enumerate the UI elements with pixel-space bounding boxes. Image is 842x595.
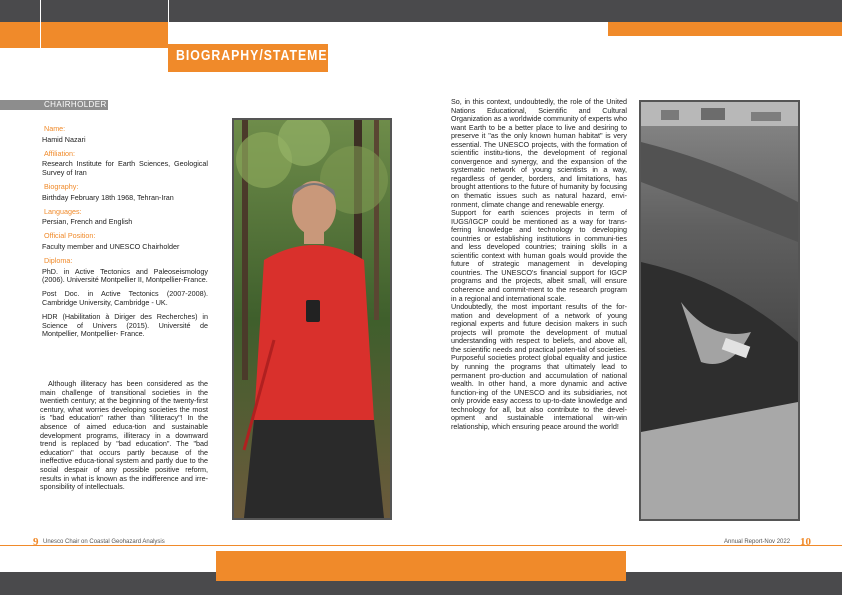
- diploma-item: Post Doc. in Active Tectonics (2007-2008). Cambridge University, Cambridge - UK.: [42, 289, 208, 307]
- footer-rule: [0, 545, 842, 546]
- statement-paragraph: Support for earth sciences projects in term of IUGS/IGCP could be mentioned as a way for trans-ferring knowledge and technology to developing countries or establishing institutions in communi-ties and less developed countries; training skills in a scientific context with human goals would provide the future of strategic management in developing countries. The UNESCO's financial support for IGCP programs and the projects, albeit small, will ensure coherence and commit-ment to the research program in a regional and international scale.: [451, 208, 627, 303]
- page-number-right: 10: [800, 536, 811, 548]
- header-accent-right: [608, 22, 842, 36]
- position-label: Official Position:: [44, 231, 96, 241]
- affiliation-label: Affiliation:: [44, 148, 76, 158]
- footer-report: Annual Report-Nov 2022: [724, 539, 791, 545]
- page-title: BIOGRAPHY/STATEMENT: [176, 47, 346, 64]
- name-value: Hamid Nazari: [42, 134, 86, 144]
- header-accent-left: [0, 22, 168, 48]
- affiliation-value: Research Institute for Earth Sciences, Geological Survey of Iran: [42, 159, 208, 178]
- header-bar: [0, 0, 842, 22]
- page-number-left: 9: [33, 536, 39, 548]
- position-value: Faculty member and UNESCO Chairholder: [42, 241, 180, 251]
- divider: [40, 0, 41, 48]
- tsunami-image: [641, 102, 798, 519]
- profile-info: [40, 125, 208, 344]
- biography-value: Birthday February 18th 1968, Tehran-Iran: [42, 192, 174, 202]
- name-label: Name:: [44, 124, 66, 133]
- biography-label: Biography:: [44, 181, 79, 191]
- footer-publication: Unesco Chair on Coastal Geohazard Analysis: [43, 539, 165, 545]
- languages-label: Languages:: [44, 206, 82, 216]
- statement-paragraph: Undoubtedly, the most important results of the for-mation and development of a network of young regional experts and future decision makers in such projects will promote the development of mutual understanding with respect to beliefs, and above all, the scientific needs and practical poten-tial of societies. Purposeful societies protect global equality and justice by running the programs that ultimately lead to permanent pro-duction and accumulation of national wealth. In other hand, a more dynamic and active function-ing of the UNESCO and its subsidiaries, not only provide easy access to up-to-date knowledge and technology for all, but also contribute to the devel-opment and sustainable international win-win relationship, which ensuring peace around the world!: [451, 302, 627, 431]
- divider: [168, 0, 169, 48]
- statement-paragraph: So, in this context, undoubtedly, the role of the United Nations Educational, Scientific and Cultural Organization as a worldwide community of experts who want Earth to be a better place to live and desiring to preserve it "as the only known human habitat" is very essential. The UNESCO projects, with the formation of scientific institu-tions, the development of regional convergence and synergy, and the expansion of the systematic network of young scientists in a way, regardless of gender, borders, and limitations, has brought attentions to the future of humanity by focusing on thematic issues such as natural hazard, envi-ronment, climate change and renewable energy.: [451, 97, 627, 209]
- tsunami-photo: [639, 100, 800, 521]
- statement-paragraph: Although illiteracy has been considered as the main challenge of transitional societies in the twentieth century; at the beginning of the twenty-first century, what worries developing societies the most is "bad education" rather than "illiteracy"! In the absence of aimed educa-tion and sustainable development programs, illiteracy in a downward trend is replaced by "bad education". The "bad education" that occurs partly because of the ineffective educa-tional system and partly due to the social despair of any possible positive reform, results in what is known as the indifference and irre-sponsibility of intellectuals.: [40, 379, 208, 492]
- diploma-label: Diploma:: [44, 255, 73, 265]
- diploma-item: PhD. in Active Tectonics and Paleoseismology (2006). Université Montpellier II, Montpellier-France.: [42, 266, 208, 285]
- portrait-image: [234, 120, 390, 518]
- statement-column: [451, 98, 627, 431]
- footer-accent: [216, 551, 626, 581]
- languages-value: Persian, French and English: [42, 217, 133, 227]
- section-label: CHAIRHOLDER: [44, 100, 107, 109]
- diploma-item: HDR (Habilitation à Diriger des Recherches) in Science of Univers (2015). Université de Montpellier, Montpellier- France.: [42, 311, 208, 339]
- portrait-photo: [232, 118, 392, 520]
